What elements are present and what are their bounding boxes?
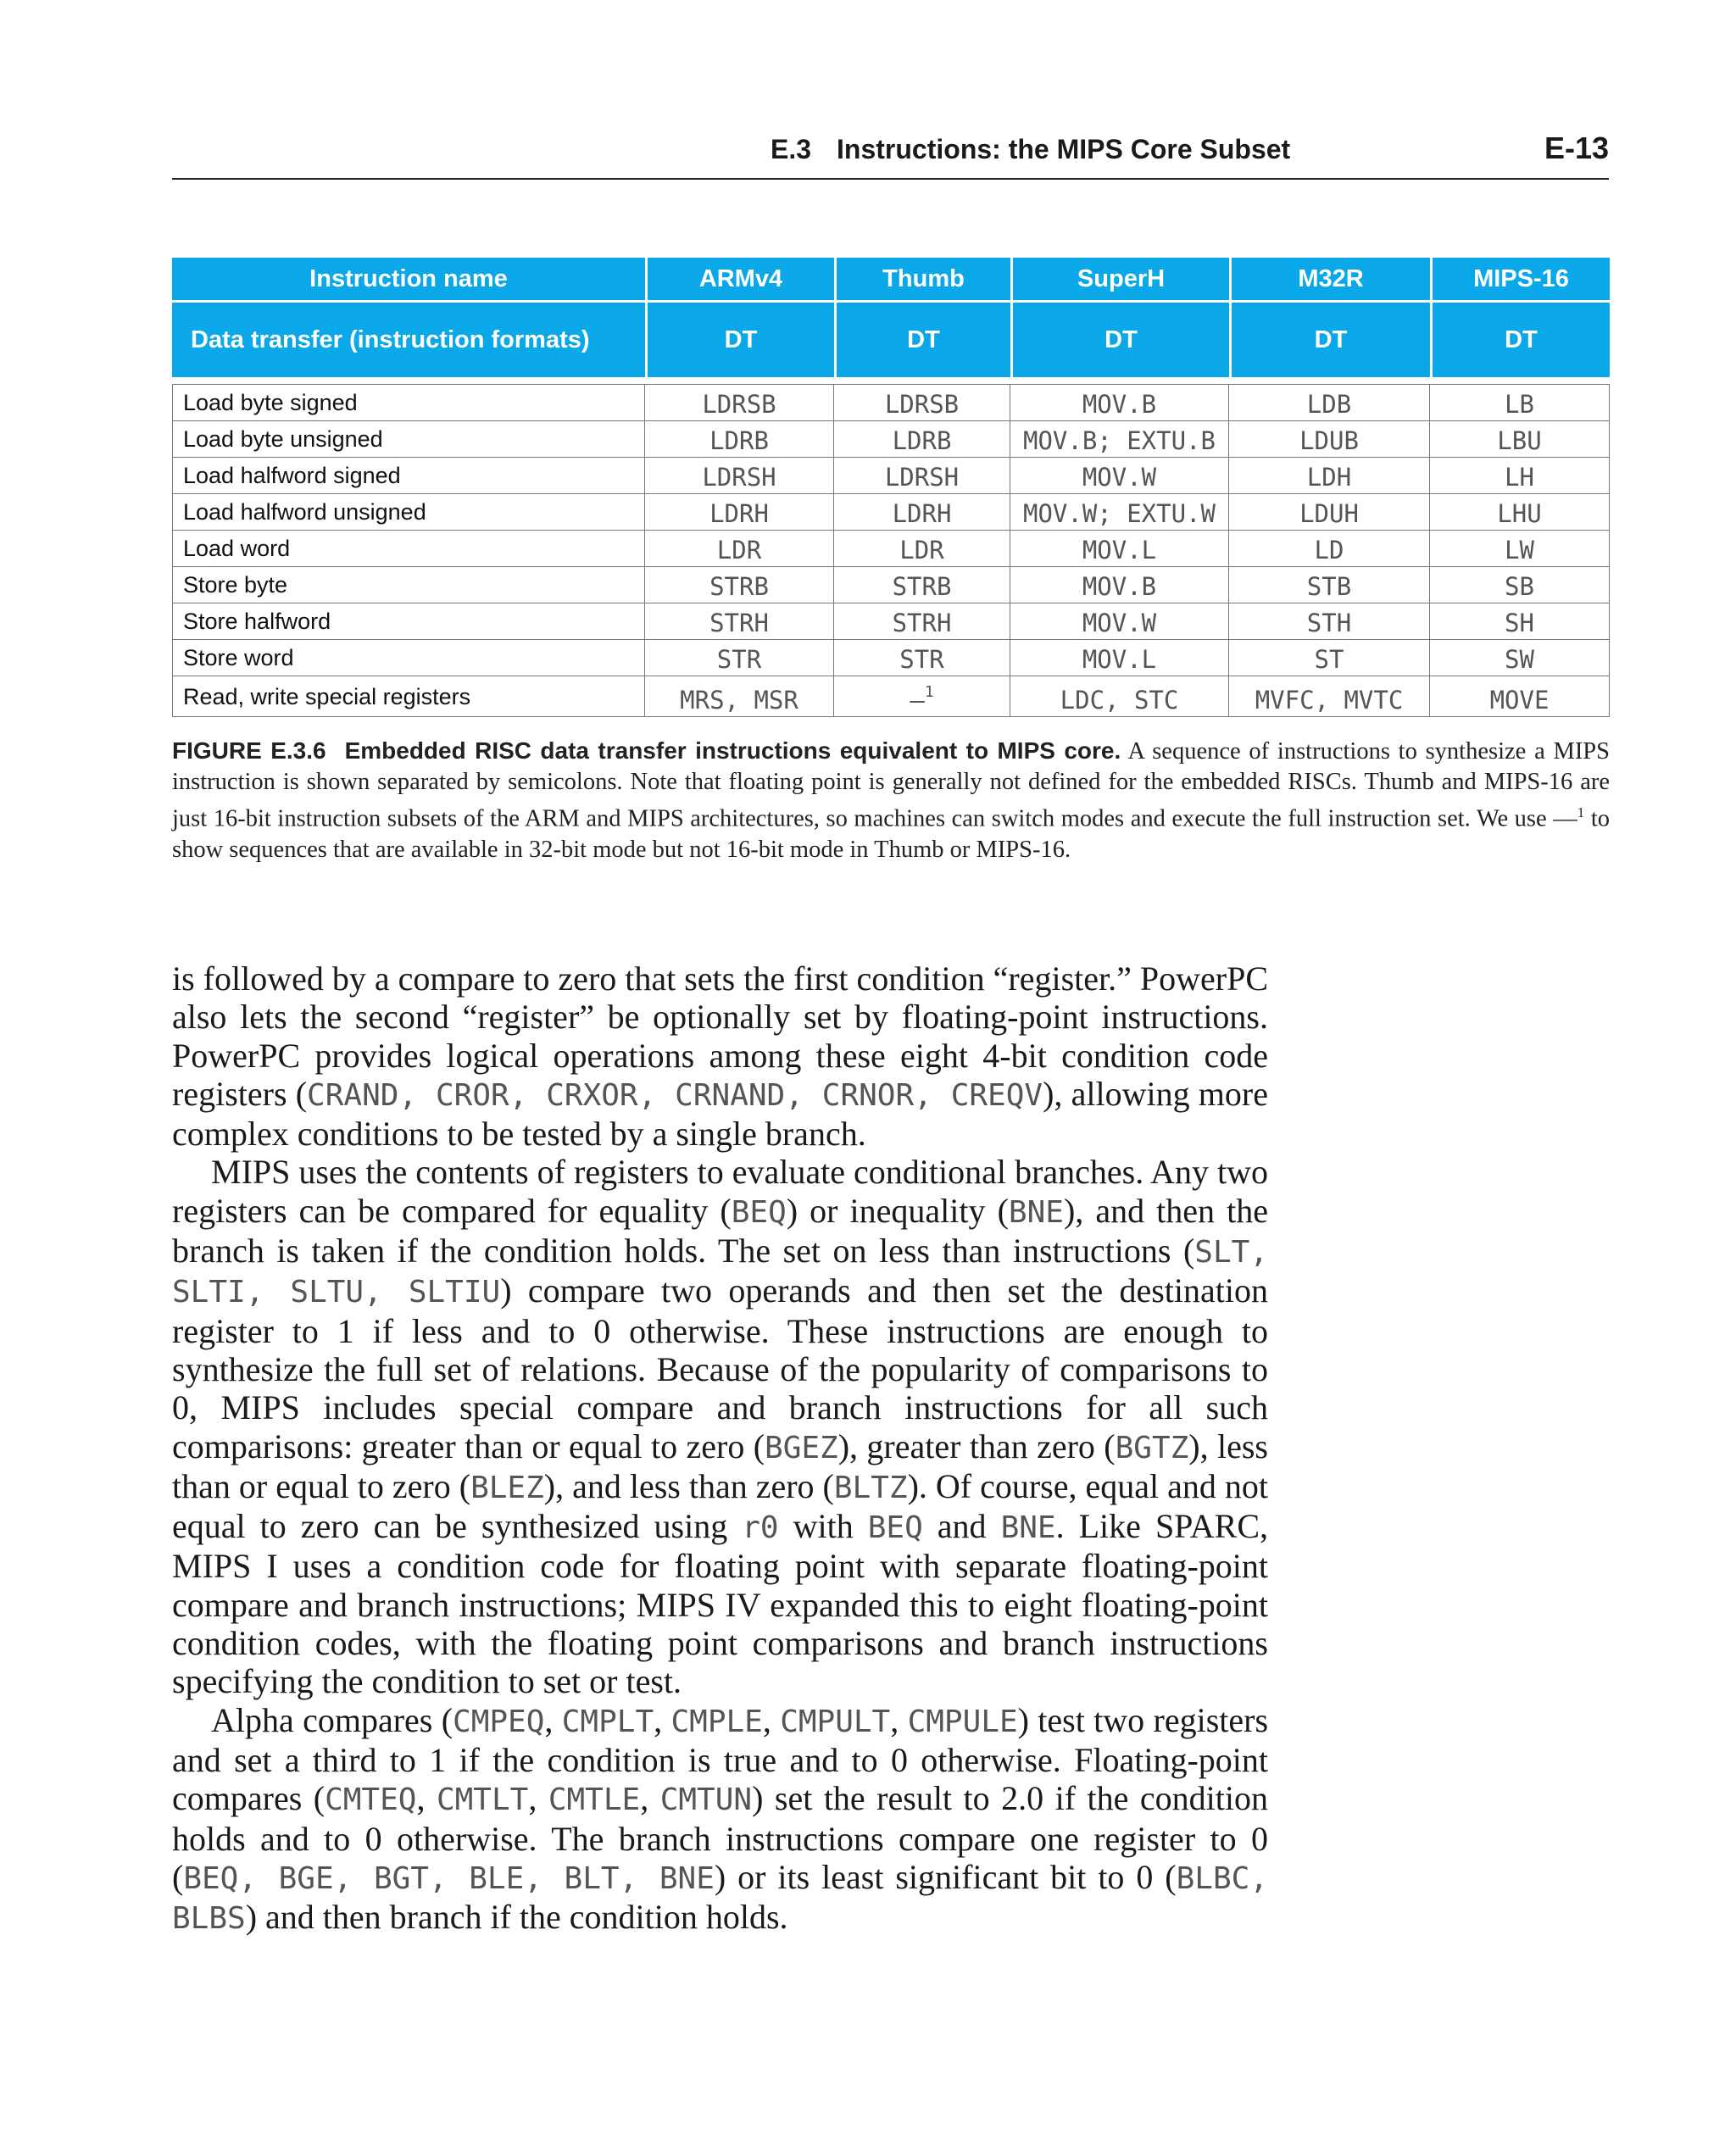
subheader-format: DT [645,303,834,377]
table-cell: LDRSB [645,384,834,421]
table-cell: MOV.B [1010,567,1229,603]
table-cell: LHU [1430,494,1610,531]
code-run: BEQ, BGE, BGT, BLE, BLT, BNE [183,1860,715,1896]
running-head [172,127,1609,180]
code-run: CMPLT [561,1704,654,1739]
text-run: ), and then the branch is taken if the condition holds. The set on less than instructions ( [172,1191,1268,1271]
text-run: ) and then branch if the condition holds. [245,1898,788,1937]
text-run: , [654,1700,671,1739]
code-run: CMPLE [670,1704,763,1739]
text-run: , [890,1700,908,1739]
text-run: ) test two registers and set a third to 1 if the condition is true and to 0 otherwise. Floating-point compares ( [172,1700,1269,1818]
table-cell: LDRSH [834,458,1010,494]
table-row [172,458,1610,494]
table-cell: SH [1430,603,1610,640]
header-m32r: M32R [1229,258,1430,303]
table-cell: LDR [645,531,834,567]
table-cell: LDH [1229,458,1430,494]
table-subheader-row [172,303,1610,377]
footnote-mark: 1 [924,683,934,701]
code-run: BEQ [731,1194,787,1230]
table-cell: LDRSH [645,458,834,494]
figure-caption [172,736,1610,865]
body-text [172,959,1268,1938]
instruction-name-cell: Store byte [172,567,645,603]
header-instruction-name: Instruction name [172,258,645,303]
subheader-data-transfer: Data transfer (instruction formats) [172,303,645,377]
text-run: ), less than or equal to zero ( [172,1426,1268,1505]
table-cell: MOV.B [1010,384,1229,421]
table-row [172,676,1610,717]
instruction-name-cell: Load byte signed [172,384,645,421]
subheader-format: DT [1010,303,1229,377]
text-run: ), allowing more complex conditions to be tested by a single branch. [172,1074,1268,1154]
table-cell: LDRH [645,494,834,531]
caption-text-end: to show sequences that are available in 32-bit mode but not 16-bit mode in Thumb or MIPS-16. [172,805,1610,863]
instruction-name-cell: Load halfword unsigned [172,494,645,531]
table-cell: LDC, STC [1010,676,1229,717]
table-row [172,494,1610,531]
text-run: , [528,1779,548,1818]
paragraph [172,959,1268,1153]
table-row [172,640,1610,676]
text-run: and [922,1507,1001,1546]
instruction-name-cell: Load byte unsigned [172,421,645,458]
table-cell: LDUH [1229,494,1430,531]
table-row [172,567,1610,603]
code-run: BEQ [867,1510,923,1546]
text-run: MIPS uses the contents of registers to evaluate conditional branches. Any two registers can be compared for equality ( [172,1153,1268,1230]
dash-symbol: — [910,686,925,715]
instruction-name-cell: Load word [172,531,645,567]
table-cell: MOV.W [1010,603,1229,640]
text-run: ), greater than zero ( [837,1426,1116,1465]
table-cell: LH [1430,458,1610,494]
text-run: , [544,1700,562,1739]
text-run: with [778,1507,868,1546]
page-number: E-13 [1544,131,1609,165]
table-cell: LDR [834,531,1010,567]
text-run: Alpha compares ( [211,1700,453,1739]
text-run: ) or its least significant bit to 0 ( [714,1857,1177,1896]
table-cell: STB [1229,567,1430,603]
subheader-format: DT [834,303,1010,377]
table-cell: MOV.W [1010,458,1229,494]
text-run: ) or inequality ( [786,1191,1009,1230]
code-run: BGTZ [1115,1430,1189,1465]
caption-text: A sequence of instructions to synthesize a MIPS instruction is shown separated by semicolons. Note that floating point is generally not defined for the embedded RISCs. Thumb and MIPS-16 are just 16-bit instruction subsets of the ARM and MIPS architectures, so machines can switch modes and execute the full instruction set. We use — [172,738,1611,832]
code-run: r0 [742,1510,779,1546]
code-run: BGEZ [765,1430,838,1465]
table-cell: LDRB [645,421,834,458]
figure-label: FIGURE E.3.6 [172,737,326,764]
header-superh: SuperH [1010,258,1229,303]
table-cell: SW [1430,640,1610,676]
subheader-format: DT [1229,303,1430,377]
section-heading [771,134,1290,165]
table-cell: STR [645,640,834,676]
code-run: CMTEQ [325,1782,417,1818]
header-mips16: MIPS-16 [1430,258,1610,303]
instruction-name-cell: Load halfword signed [172,458,645,494]
table-cell: LDRB [834,421,1010,458]
section-number: E.3 [771,134,812,164]
data-transfer-table [172,258,1610,717]
table-cell: LBU [1430,421,1610,458]
text-run: is followed by a compare to zero that sets the first condition “register.” PowerPC also lets the second “register” be optionally set by floating-point instructions. PowerPC provides logical operations among these eight 4-bit condition code registers ( [172,959,1269,1113]
table-cell: MOV.L [1010,640,1229,676]
code-run: BLTZ [833,1470,908,1505]
table-cell: LDRSB [834,384,1010,421]
table-cell: LDUB [1229,421,1430,458]
table-cell: STH [1229,603,1430,640]
table-header-row [172,258,1610,303]
code-run: CMPEQ [453,1704,545,1739]
table-row [172,384,1610,421]
table-cell: LDRH [834,494,1010,531]
table-cell: STRH [645,603,834,640]
text-run: , [762,1700,781,1739]
section-title: Instructions: the MIPS Core Subset [837,134,1291,164]
table-cell: STRB [645,567,834,603]
instruction-name-cell: Read, write special registers [172,676,645,717]
code-run: BNE [1008,1194,1064,1230]
code-run: CMTLT [436,1782,529,1818]
code-run: SLT, SLTI, SLTU, SLTIU [172,1235,1268,1310]
table-row [172,531,1610,567]
header-thumb: Thumb [834,258,1010,303]
table-cell: SB [1430,567,1610,603]
code-run: CRAND, CROR, CRXOR, CRNAND, CRNOR, CREQV [307,1077,1043,1113]
table-cell: MOV.L [1010,531,1229,567]
code-run: CMTUN [659,1782,753,1818]
instruction-name-cell: Store halfword [172,603,645,640]
figure-title: Embedded RISC data transfer instructions equivalent to MIPS core. [344,737,1121,764]
table-cell: LDB [1229,384,1430,421]
table-cell: MOV.B; EXTU.B [1010,421,1229,458]
paragraph [172,1153,1268,1700]
caption-footnote-mark: 1 [1577,804,1585,820]
table-cell: LB [1430,384,1610,421]
text-run: , [640,1779,660,1818]
text-run: , [416,1779,437,1818]
table-cell: STRB [834,567,1010,603]
code-run: BLBC, BLBS [172,1860,1268,1937]
code-run: CMTLE [548,1782,641,1818]
table-cell: MRS, MSR [645,676,834,717]
table-cell: ST [1229,640,1430,676]
text-run: ), and less than zero ( [543,1466,834,1505]
table-cell: STR [834,640,1010,676]
table-cell: MOVE [1430,676,1610,717]
table-cell [834,676,1010,717]
subheader-format: DT [1430,303,1610,377]
table-row [172,603,1610,640]
table-cell: LW [1430,531,1610,567]
table-cell: LD [1229,531,1430,567]
text-run: . Like SPARC, MIPS I uses a condition code for floating point with separate floating-point compare and branch instructions; MIPS IV expanded this to eight floating-point condition codes, with the floating point comparisons and branch instructions specifying the condition to set or test. [172,1507,1269,1701]
table-cell: STRH [834,603,1010,640]
header-armv4: ARMv4 [645,258,834,303]
text-run: ) compare two operands and then set the destination register to 1 if less and to 0 otherwise. These instructions are enough to synthesize the full set of relations. Because of the popularity of comparisons to 0, MIPS includes special compare and branch instructions for all such comparisons: greater than or equal to zero ( [172,1271,1268,1465]
table-cell: MVFC, MVTC [1229,676,1430,717]
code-run: BNE [1000,1510,1056,1546]
table-row [172,421,1610,458]
table-cell: MOV.W; EXTU.W [1010,494,1229,531]
text-run: ). Of course, equal and not equal to zero can be synthesized using [172,1466,1268,1546]
instruction-name-cell: Store word [172,640,645,676]
code-run: BLEZ [470,1470,544,1505]
code-run: CMPULE [907,1704,1018,1739]
code-run: CMPULT [780,1704,891,1739]
text-run: ) set the result to 2.0 if the condition holds and to 0 otherwise. The branch instructions compare one register to 0 ( [172,1779,1269,1896]
paragraph [172,1701,1268,1938]
